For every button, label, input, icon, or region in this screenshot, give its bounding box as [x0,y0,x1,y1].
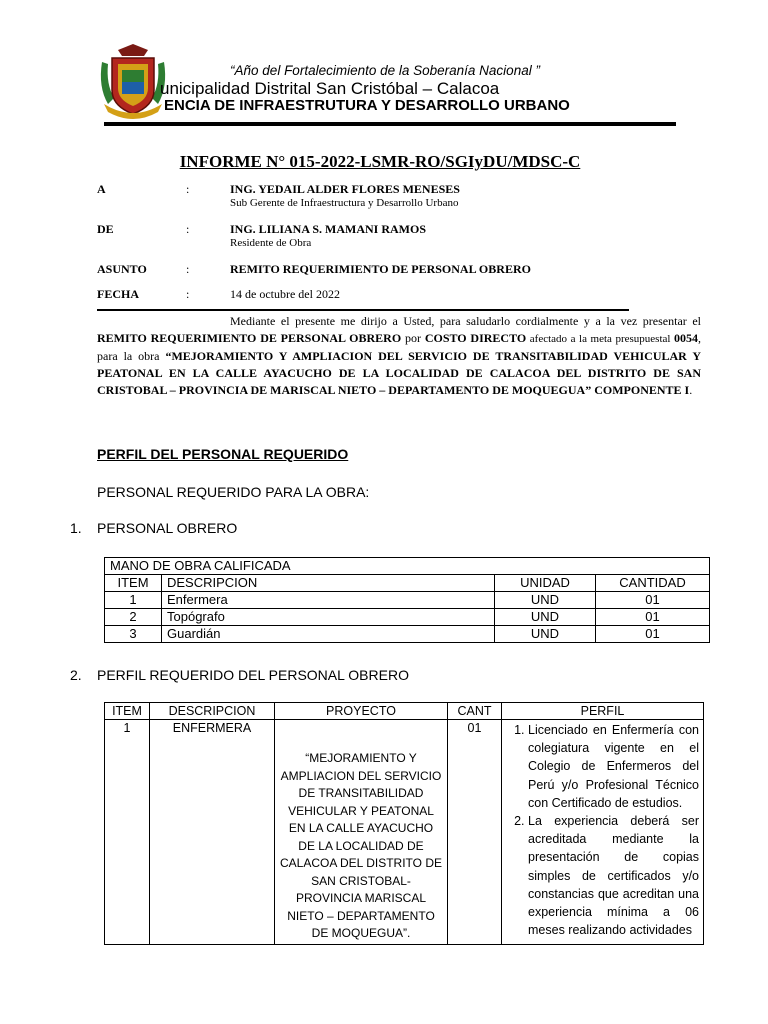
section-1-title: PERSONAL OBRERO [97,520,238,536]
subject-label: ASUNTO [97,262,147,276]
header-item: ITEM [105,575,162,592]
table-header-row [105,703,704,720]
section-1-number: 1. [70,520,82,536]
body-text-3: afectado a la meta presupuestal [526,333,675,345]
body-bold-2: COSTO DIRECTO [424,331,527,345]
date-colon: : [186,287,190,301]
from-name: ING. LILIANA S. MAMANI RAMOS [230,222,427,236]
body-bold-3: 0054 [674,331,699,345]
header-cant: CANT [448,703,502,720]
header-descripcion: DESCRIPCION [162,575,495,592]
cell-unidad: UND [495,609,596,626]
section-2-number: 2. [70,667,82,683]
cell-cantidad: 01 [596,609,710,626]
table-row [105,609,710,626]
body-text-2: por [401,331,425,345]
body-paragraph [97,313,701,399]
table-header-row [105,575,710,592]
body-text-5: . [689,383,693,397]
header-descripcion: DESCRIPCION [150,703,275,720]
cell-descripcion: Topógrafo [162,609,495,626]
cell-cantidad: 01 [596,626,710,643]
annual-motto: “Año del Fortalecimiento de la Soberanía Nacional ” [230,63,540,78]
to-role: Sub Gerente de Infraestructura y Desarrollo Urbano [230,197,459,209]
report-title: INFORME N° 015-2022-LSMR-RO/SGIyDU/MDSC-C [179,152,581,171]
cell-item: 3 [105,626,162,643]
perfil-list [506,721,699,939]
body-text-4: , para la obra [97,331,702,363]
table-caption-row [105,558,710,575]
header-perfil: PERFIL [502,703,704,720]
cell-unidad: UND [495,592,596,609]
body-text-1: Mediante el presente me dirijo a Usted, para saludarlo cordialmente y a la vez presentar el [230,314,701,328]
perfil-item: 1. Licenciado en Enfermería con colegiatura vigente en el Colegio de Enfermeros del Perú y/o Profesional Técnico con Certificado de estudios. [528,721,699,812]
from-role: Residente de Obra [230,237,312,249]
to-name: ING. YEDAIL ALDER FLORES MENESES [230,182,460,196]
from-colon: : [186,222,190,236]
header-cantidad: CANTIDAD [596,575,710,592]
subject-value: REMITO REQUERIMIENTO DE PERSONAL OBRERO [230,262,531,276]
cell-item: 1 [105,592,162,609]
date-label: FECHA [97,287,139,301]
table-row [105,592,710,609]
table-row [105,720,704,945]
cell-perfil [502,720,704,945]
cell-item: 1 [105,720,150,945]
date-value: 14 de octubre del 2022 [230,287,340,301]
profile-table [104,702,704,945]
subject-colon: : [186,262,190,276]
body-bold-4: “MEJORAMIENTO Y AMPLIACION DEL SERVICIO DE TRANSITABILIDAD VEHICULAR Y PEATONAL EN LA CALLE AYACUCHO DE LA LOCALIDAD DE CALACOA DEL DISTRITO DE SAN CRISTOBAL – PROVINCIA DE MARISCAL NIETO – DEPARTAMENTO DE MOQUEGUA” COMPONENTE I [97,349,701,397]
cell-descripcion: Guardián [162,626,495,643]
to-colon: : [186,182,190,196]
table-row [105,626,710,643]
labor-table [104,557,710,643]
municipality-logo [98,42,168,120]
cell-descripcion: Enfermera [162,592,495,609]
header-item: ITEM [105,703,150,720]
section-2-title: PERFIL REQUERIDO DEL PERSONAL OBRERO [97,667,409,683]
header-proyecto: PROYECTO [275,703,448,720]
municipality-name: unicipalidad Distrital San Cristóbal – Calacoa [160,79,500,98]
profile-heading: PERFIL DEL PERSONAL REQUERIDO [97,446,349,462]
cell-descripcion: ENFERMERA [150,720,275,945]
cell-proyecto: “MEJORAMIENTO Y AMPLIACION DEL SERVICIO DE TRANSITABILIDAD VEHICULAR Y PEATONAL EN LA CALLE AYACUCHO DE LA LOCALIDAD DE CALACOA DEL DISTRITO DE SAN CRISTOBAL- PROVINCIA MARISCAL NIETO – DEPARTAMENTO DE MOQUEGUA”. [275,720,448,945]
to-label: A [97,182,106,196]
cell-cantidad: 01 [596,592,710,609]
department-name: ENCIA DE INFRAESTRUTURA Y DESARROLLO URBANO [164,97,570,114]
required-staff-label: PERSONAL REQUERIDO PARA LA OBRA: [97,484,370,500]
cell-cant: 01 [448,720,502,945]
cell-unidad: UND [495,626,596,643]
table-caption: MANO DE OBRA CALIFICADA [105,558,710,575]
perfil-item: 2. La experiencia deberá ser acreditada mediante la presentación de copias simples de certificados y/o constancias que acreditan una experiencia mínima a 06 meses realizando actividades [528,812,699,939]
body-bold-1: REMITO REQUERIMIENTO DE PERSONAL OBRERO [97,331,402,345]
from-label: DE [97,222,114,236]
header-unidad: UNIDAD [495,575,596,592]
memo-rule [97,309,629,311]
cell-item: 2 [105,609,162,626]
header-rule [104,122,676,126]
